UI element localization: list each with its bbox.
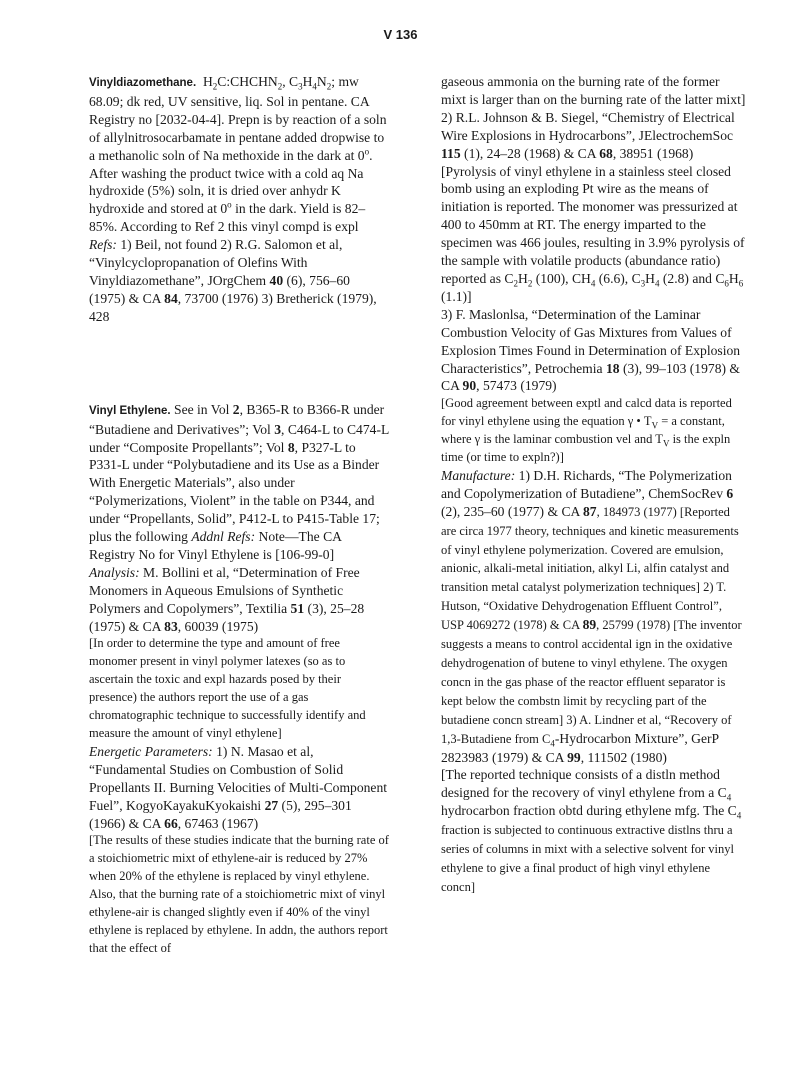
equation-note <box>441 395 746 467</box>
body-text: , C464-L to C474-L under “Composite Propellants”; Vol <box>89 421 389 455</box>
body-text: hydrocarbon fraction obtd during ethylene mfg. The C <box>441 803 737 819</box>
volume-number: 6 <box>726 485 734 501</box>
ref-text: , 73700 (1976) 3) Bretherick (1979), 428 <box>89 290 377 324</box>
body-text: gaseous ammonia on the burning rate of the former mixt is larger than on the burning rate of the latter mixt] 2) R.L. Johnson & B. Siegel, “Chemistry of Electrical Wire Explosions in Hydrocarbons”, JElectrochemSoc <box>441 74 746 143</box>
volume-number: 84 <box>164 290 178 306</box>
body-text: Note—The CA Registry No for Vinyl Ethylene is [106-99-0] <box>89 529 342 562</box>
body-text: , P327-L to P331-L under “Polybutadiene and its Use as a Binder With Energetic Materials”, also under “Polymerizations, Violent” in the table on P344, and under “Propellants, Solid”, P412-L to P415-Table 17; plus the following <box>89 439 380 545</box>
body-text: is the expln time (or time to expln?)] <box>441 432 731 465</box>
formula-sub: 2 <box>326 81 332 92</box>
ref-paragraph <box>441 306 746 396</box>
volume-number: 66 <box>164 815 178 831</box>
body-text: H <box>645 270 655 286</box>
energetic-note: [The results of these studies indicate that the burning rate of a stoichiometric mixt of ethylene-air is reduced by 27% when 20% of the ethylene is replaced by vinyl ethylene. Also, that the burning rate of a stoichiometric mixt of vinyl ethylene-air is changed slightly even if 40% of the vinyl ethylene is replaced by ethylene. In addn, the authors report that the effect of <box>89 833 389 955</box>
body-text: = a constant, where <box>441 414 725 447</box>
body-text: mw 68.09; dk red, UV sensitive, liq. Sol in pentane. CA Registry no [2032-04-4]. Prepn is by reaction of a soln of allylnitrosocarbamate in pentane added dropwise to a methanolic soln of Na methoxide in the dark at 0 <box>89 74 387 163</box>
degree-sup: o <box>227 199 232 210</box>
volume-number: 87 <box>582 503 597 519</box>
body-text: (1), 24–28 (1968) & CA <box>460 145 600 161</box>
degree-sup: o <box>364 146 370 157</box>
formula-sub: 2 <box>513 278 518 289</box>
gamma-symbol: γ <box>474 432 481 447</box>
ref-text: 1) Beil, not found 2) R.G. Salomon et al, “Vinylcyclopropanation of Olefins With Vinyldiazomethane”, JOrgChem <box>89 237 343 288</box>
body-text: H <box>517 270 528 286</box>
volume-number: 90 <box>462 378 477 394</box>
ref-text: (3), 99–103 (1978) & CA <box>441 360 740 394</box>
refs-paragraph <box>89 236 389 326</box>
formula-sub: 2 <box>527 278 533 289</box>
formula-sub: 6 <box>724 278 729 289</box>
refs-label: Refs: <box>89 237 117 253</box>
body-text: (6.6), C <box>595 270 641 286</box>
formula-sub: 4 <box>736 810 742 821</box>
formula-sub: 4 <box>590 278 596 289</box>
entry-vinyl-ethylene <box>89 401 389 564</box>
volume-number: 18 <box>605 360 620 376</box>
ref-text: (3), 25–28 (1975) & CA <box>89 600 365 634</box>
formula-part: N <box>316 74 327 89</box>
volume-number: 2 <box>232 401 240 417</box>
ref-text: -Hydrocarbon Mixture”, GerP 2823983 (1979) & CA <box>441 730 719 765</box>
volume-number: 83 <box>164 618 178 634</box>
formula-part: ; <box>331 74 336 89</box>
ref-text: , 111502 (1980) <box>580 749 667 765</box>
ref-text: , 25799 (1978) [The inventor suggests a means to control accidental ign in the oxidative dehydrogenation of butene to vinyl ethylene. The oxygen concn in the gas phase of the reactor effluent separator is kept below the combstn limit by recycling part of the butadiene concn stream] 3) A. Lindner et al, “Recovery of 1,3-Butadiene from C <box>441 618 742 746</box>
analysis-paragraph <box>89 564 389 636</box>
right-column <box>441 73 746 897</box>
left-column <box>89 73 389 958</box>
ref-text: (5), 295–301 (1966) & CA <box>89 797 352 831</box>
body-text: is the laminar combustion vel and T <box>480 432 663 447</box>
manufacture-label: Manufacture: <box>441 467 516 483</box>
continued-paragraph <box>441 73 746 306</box>
formula-sub: 4 <box>312 81 317 92</box>
volume-number: 89 <box>582 617 597 633</box>
volume-number: 115 <box>441 145 461 161</box>
formula-sub: 3 <box>298 81 303 92</box>
volume-number: 51 <box>290 600 305 616</box>
body-text: . After washing the product twice with a cold aq Na hydroxide (5%) soln, it is dried over anhydr K hydroxide and stored at 0 <box>89 147 373 217</box>
formula-sub: 6 <box>738 278 744 289</box>
volume-number: 27 <box>264 797 279 813</box>
formula-sub: 2 <box>212 81 218 92</box>
volume-number: 40 <box>269 272 284 288</box>
ref-text: , 67463 (1967) <box>177 815 259 831</box>
formula-part: C:CHCHN <box>217 74 278 89</box>
analysis-note: [In order to determine the type and amount of free monomer present in vinyl polymer latexes (so as to ascertain the toxic and expl hazards posed by their presence) the authors report the use of a gas chromatographic technique to successfully identify and measure the amount of vinyl ethylene] <box>89 636 366 740</box>
body-text: , B365-R to B366-R under “Butadiene and Derivatives”; Vol <box>89 401 385 437</box>
ref-text: 1) D.H. Richards, “The Polymerization and Copolymerization of Butadiene”, ChemSocRev <box>441 467 732 501</box>
body-text: (1.1)] <box>441 288 472 304</box>
formula-part: H <box>302 74 313 89</box>
gamma-symbol: γ <box>627 414 634 429</box>
entry-vinyldiazomethane <box>89 73 389 236</box>
ref-text: 1) N. Masao et al, “Fundamental Studies on Combustion of Solid Propellants II. Burning Velocities of Multi-Component Fuel”, KogyoKayakuKyokaishi <box>89 743 388 813</box>
volume-number: 68 <box>599 145 613 161</box>
ref-text: (2), 235–60 (1977) & CA <box>441 503 583 519</box>
ref-text: M. Bollini et al, “Determination of Free Monomers in Aqueous Emulsions of Synthetic Polymers and Copolymers”, Textilia <box>89 564 360 616</box>
body-text: (100), CH <box>532 270 591 286</box>
body-text: in the dark. Yield is 82–85%. According to Ref 2 this vinyl compd is expl <box>89 201 366 235</box>
ref-text: 3) F. Maslonlsa, “Determination of the Laminar Combustion Velocity of Gas Mixtures from Values of Explosion Times Found in Determination of Explosion Characteristics”, Petrochemia <box>441 306 741 376</box>
volume-number: 8 <box>287 439 295 455</box>
energetic-paragraph <box>89 743 389 833</box>
page-number: V 136 <box>383 27 418 42</box>
body-text: (2.8) and C <box>659 270 725 286</box>
body-text: fraction is subjected to continuous extractive distlns thru a series of columns in mixt with a selective solvent for vinyl ethylene to give a final product of high vinyl ethylene concn] <box>441 823 734 894</box>
ref-text: (6), 756–60 (1975) & CA <box>89 272 350 306</box>
formula-sub: 2 <box>277 81 283 92</box>
formula-sub: 4 <box>654 278 660 289</box>
body-text: H <box>728 270 739 286</box>
manufacture-note <box>441 766 746 896</box>
ref-text: , 184973 (1977) [Reported are circa 1977 theory, techniques and kinetic measurements of vinyl ethylene polymerization. Covered are emulsion, anionic, alkali-metal initiation, alkyl Li, alfin catalyst and transition metal catalyst polymerization techniques] 2) T. Hutson, “Oxidative Dehydrogenation Effluent Control”, USP 4069272 (1978) & CA <box>441 504 739 633</box>
volume-number: 3 <box>274 421 282 437</box>
formula-part: H <box>202 74 213 89</box>
analysis-label: Analysis: <box>89 564 140 580</box>
body-text: See in Vol <box>170 401 233 417</box>
manufacture-paragraph <box>441 467 746 767</box>
formula-sub: V <box>651 420 659 431</box>
formula-sub: 3 <box>640 278 646 289</box>
formula-part: , C <box>282 74 299 89</box>
volume-number: 99 <box>567 749 581 765</box>
addnl-refs-label: Addnl Refs: <box>191 529 256 545</box>
formula-sub: V <box>662 438 670 449</box>
formula-sub: 4 <box>726 793 732 804</box>
body-text: [The reported technique consists of a distln method designed for the recovery of vinyl ethylene from a C <box>441 767 727 801</box>
entry-title: Vinyl Ethylene. <box>89 404 171 417</box>
body-text: , 38951 (1968) [Pyrolysis of vinyl ethylene in a stainless steel closed bomb using an exploding Pt wire as the means of initiation is reported. The monomer was pressurized at 400 to 450mm at RT. The energy imparted to the specimen was 466 joules, resulting in 3.9% pyrolysis of the sample with volatile products (abundance ratio) reported as C <box>441 145 745 286</box>
body-text: [Good agreement between exptl and calcd data is reported for vinyl ethylene using the equation <box>441 396 732 429</box>
body-text: • T <box>633 414 652 429</box>
formula-sub: 4 <box>550 738 555 749</box>
ref-text: , 57473 (1979) <box>476 378 557 394</box>
entry-title: Vinyldiazomethane. <box>89 77 197 89</box>
energetic-label: Energetic Parameters: <box>89 743 213 759</box>
ref-text: , 60039 (1975) <box>177 618 259 634</box>
